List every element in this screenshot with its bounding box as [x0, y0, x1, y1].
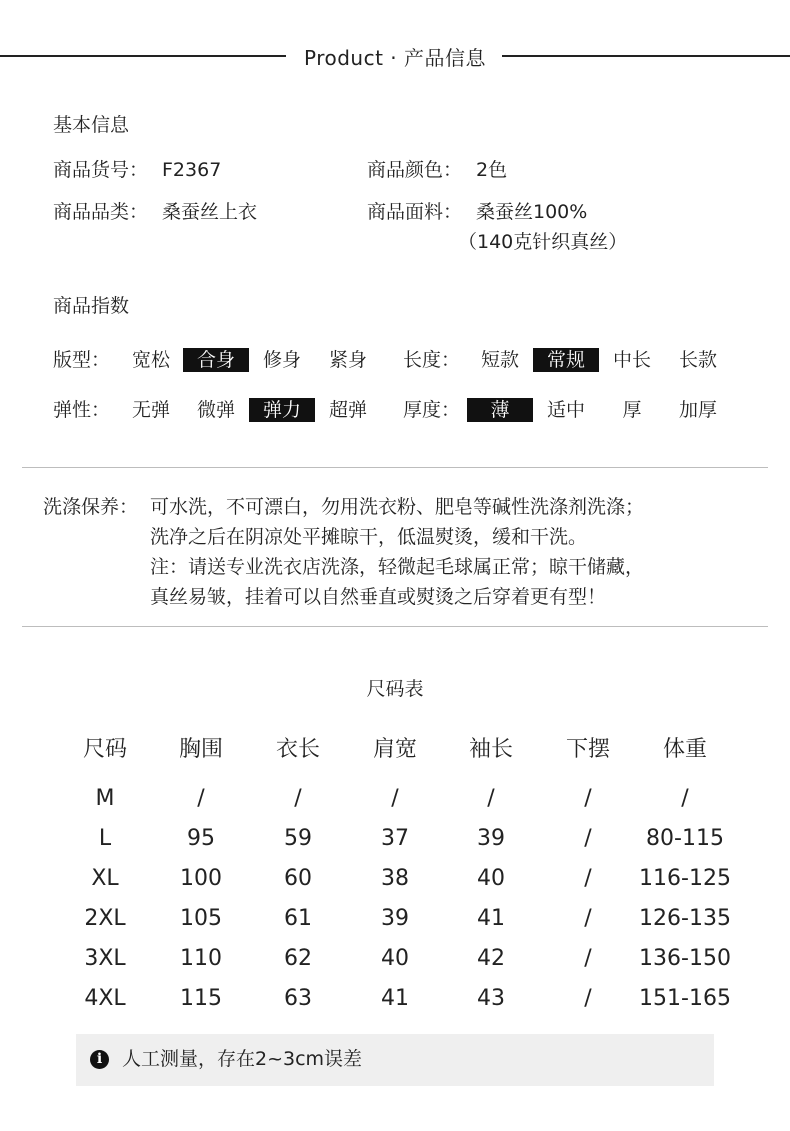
- size-table-cell: L: [98, 826, 112, 851]
- size-table-cell: 2XL: [84, 906, 126, 931]
- size-table-cell: /: [294, 786, 302, 811]
- fit-option: 紧身: [328, 349, 367, 371]
- care-label: 洗涤保养：: [43, 496, 139, 518]
- thickness-option: 适中: [546, 399, 585, 421]
- size-table-cell: 95: [187, 826, 215, 851]
- size-table-cell: 41: [477, 906, 505, 931]
- elastic-option: 微弹: [196, 399, 235, 421]
- size-table-cell: /: [197, 786, 205, 811]
- elastic-label: 弹性：: [53, 399, 111, 421]
- fabric-label: 商品面料：: [367, 201, 463, 223]
- size-table-cell: 60: [284, 866, 312, 891]
- size-table-cell: /: [584, 946, 592, 971]
- size-table-cell: 62: [284, 946, 312, 971]
- length-label: 长度：: [403, 349, 461, 371]
- length-option-selected: 常规: [533, 348, 599, 372]
- size-table-cell: 37: [381, 826, 409, 851]
- care-line: 注：请送专业洗衣店洗涤，轻微起毛球属正常；晾干储藏，: [150, 556, 645, 578]
- size-table-cell: 40: [477, 866, 505, 891]
- care-line: 真丝易皱，挂着可以自然垂直或熨烫之后穿着更有型！: [150, 586, 607, 608]
- elastic-option: 无弹: [131, 399, 170, 421]
- size-table-cell: /: [487, 786, 495, 811]
- size-table-cell: M: [95, 786, 115, 811]
- basic-info-heading: 基本信息: [53, 114, 130, 136]
- size-table-cell: 43: [477, 986, 505, 1011]
- thickness-option: 厚: [622, 399, 642, 421]
- size-table-header: 肩宽: [372, 737, 417, 762]
- size-table-header: 尺码: [82, 737, 127, 762]
- fit-option: 修身: [262, 349, 301, 371]
- size-table-cell: /: [584, 906, 592, 931]
- note-box: [76, 1034, 714, 1086]
- size-table-header: 体重: [662, 737, 707, 762]
- size-table-cell: /: [584, 986, 592, 1011]
- size-table-cell: 105: [180, 906, 222, 931]
- size-table-cell: /: [584, 866, 592, 891]
- size-table-cell: 136-150: [639, 946, 731, 971]
- size-table-header: 衣长: [275, 737, 320, 762]
- care-line: 洗净之后在阴凉处平摊晾干，低温熨烫，缓和干洗。: [150, 526, 588, 548]
- length-option: 中长: [612, 349, 651, 371]
- size-table-cell: 63: [284, 986, 312, 1011]
- size-table-cell: 100: [180, 866, 222, 891]
- size-table-cell: 40: [381, 946, 409, 971]
- size-table-cell: 41: [381, 986, 409, 1011]
- size-table-cell: /: [681, 786, 689, 811]
- size-table-cell: /: [391, 786, 399, 811]
- fabric-value: 桑蚕丝100%: [476, 201, 588, 223]
- page-title: Product · 产品信息: [0, 42, 790, 71]
- color-value: 2色: [476, 159, 508, 181]
- size-table-cell: 59: [284, 826, 312, 851]
- fit-label: 版型：: [53, 349, 111, 371]
- fit-option-selected: 合身: [183, 348, 249, 372]
- size-table-cell: 151-165: [639, 986, 731, 1011]
- category-label: 商品品类：: [53, 201, 149, 223]
- size-table-cell: 39: [381, 906, 409, 931]
- index-heading: 商品指数: [53, 295, 130, 317]
- size-table-cell: 42: [477, 946, 505, 971]
- size-table-cell: 4XL: [84, 986, 126, 1011]
- category-value: 桑蚕丝上衣: [162, 201, 258, 223]
- divider-top: [22, 467, 768, 468]
- size-table-cell: 110: [180, 946, 222, 971]
- size-table-header: 胸围: [178, 737, 223, 762]
- fabric-note: （140克针织真丝）: [458, 231, 628, 253]
- size-table-header: 袖长: [468, 737, 513, 762]
- size-table-header: 下摆: [565, 737, 610, 762]
- size-table-cell: 3XL: [84, 946, 126, 971]
- care-line: 可水洗，不可漂白，勿用洗衣粉、肥皂等碱性洗涤剂洗涤；: [150, 496, 645, 518]
- size-table-cell: 38: [381, 866, 409, 891]
- size-table-title: 尺码表: [366, 678, 424, 700]
- elastic-option: 超弹: [328, 399, 367, 421]
- fit-option: 宽松: [131, 349, 170, 371]
- divider-bottom: [22, 626, 768, 627]
- size-table-cell: 116-125: [639, 866, 731, 891]
- length-option: 长款: [678, 349, 717, 371]
- thickness-label: 厚度：: [403, 399, 461, 421]
- size-table-cell: 126-135: [639, 906, 731, 931]
- size-table-cell: 80-115: [646, 826, 724, 851]
- note-text: 人工测量，存在2~3cm误差: [122, 1048, 363, 1070]
- size-table-cell: 39: [477, 826, 505, 851]
- size-table-cell: XL: [91, 866, 119, 891]
- info-icon: i: [90, 1050, 109, 1069]
- color-label: 商品颜色：: [367, 159, 463, 181]
- elastic-option-selected: 弹力: [249, 398, 315, 422]
- thickness-option-selected: 薄: [467, 398, 533, 422]
- length-option: 短款: [480, 349, 519, 371]
- item-no-value: F2367: [162, 159, 222, 181]
- size-table-cell: 61: [284, 906, 312, 931]
- thickness-option: 加厚: [678, 399, 717, 421]
- item-no-label: 商品货号：: [53, 159, 149, 181]
- size-table-cell: /: [584, 826, 592, 851]
- size-table-cell: /: [584, 786, 592, 811]
- size-table-cell: 115: [180, 986, 222, 1011]
